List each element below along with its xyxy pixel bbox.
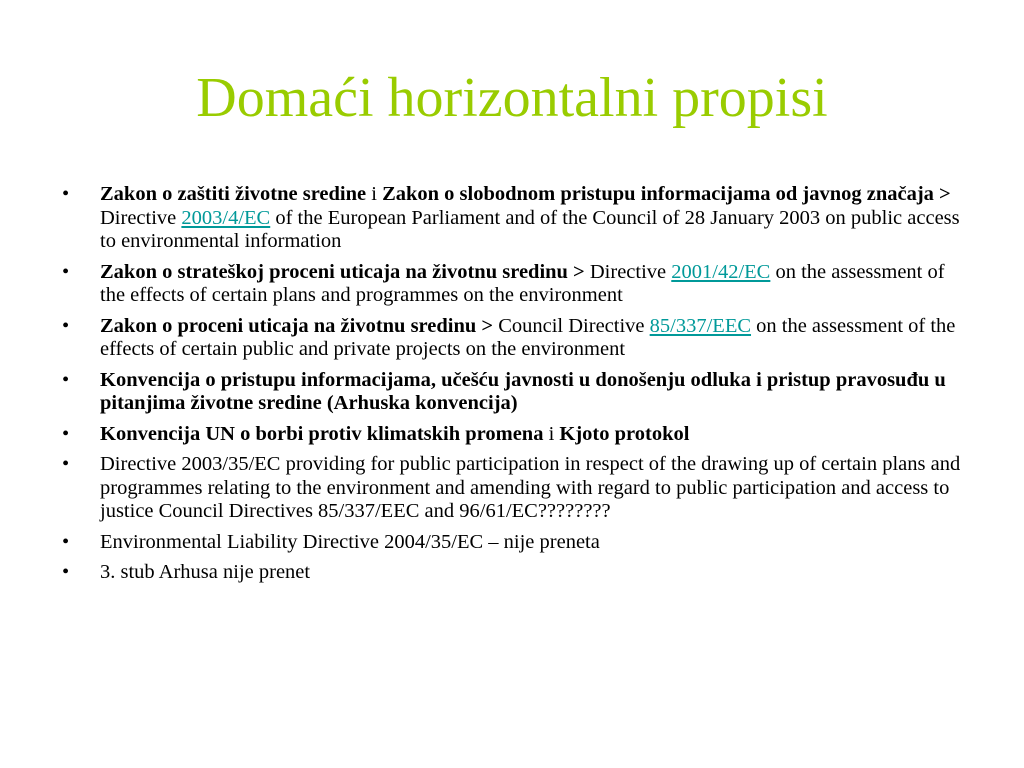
directive-link[interactable]: 2003/4/EC [181, 206, 271, 229]
bullet-item-2 [62, 261, 962, 308]
bullet-item-8 [62, 561, 962, 585]
law-title: Zakon o zaštiti životne sredine [100, 183, 367, 205]
bullet-icon: • [62, 260, 70, 283]
bullet-item-4 [62, 369, 962, 416]
bullet-item-6 [62, 453, 962, 524]
bullet-item-7 [62, 531, 962, 555]
bullet-icon: • [62, 422, 70, 445]
law-title: Zakon o slobodnom pristupu informacijama od javnog značaja > [382, 183, 951, 205]
directive-link[interactable]: 2001/42/EC [671, 260, 771, 283]
bullet-item-5 [62, 423, 962, 447]
convention-title: Konvencija o pristupu informacijama, učešću javnosti u donošenju odluka i pristup pravosuđu u pitanjima životne sredine (Arhuska konvencija) [100, 368, 946, 414]
law-title: Zakon o proceni uticaja na životnu sredinu > [100, 314, 494, 337]
slide-title: Domaći horizontalni propisi [196, 67, 828, 129]
bullet-list [62, 183, 962, 592]
bullet-text: Directive 2003/35/EC providing for public participation in respect of the drawing up of certain plans and programmes relating to the environment and amending with regard to public participation and access to justice Council Directives 85/337/EEC and 96/61/EC???????? [100, 453, 961, 522]
bullet-text: 3. stub Arhusa nije prenet [100, 561, 311, 583]
bullet-icon: • [62, 453, 70, 475]
directive-description: of the European Parliament and of the Council of 28 January 2003 on public access to environmental information [100, 206, 960, 252]
bullet-icon: • [62, 314, 70, 337]
directive-description: on the assessment of the effects of certain plans and programmes on the environment [100, 260, 945, 306]
directive-link[interactable]: 85/337/EEC [649, 314, 752, 337]
directive-prefix: Directive [100, 206, 182, 229]
convention-title: Konvencija UN o borbi protiv klimatskih promena [100, 422, 544, 445]
bullet-item-3 [62, 315, 962, 362]
conjunction: i [366, 183, 383, 205]
directive-prefix: Council Directive [493, 314, 650, 337]
bullet-icon: • [62, 368, 70, 391]
conjunction: i [543, 422, 560, 445]
protocol-title: Kjoto protokol [559, 422, 690, 445]
bullet-item-1 [62, 183, 962, 254]
law-title: Zakon o strateškoj proceni uticaja na životnu sredinu > [100, 260, 585, 283]
bullet-text: Environmental Liability Directive 2004/35/EC – nije preneta [100, 530, 600, 553]
directive-prefix: Directive [584, 260, 672, 283]
bullet-icon: • [62, 530, 70, 553]
directive-description: on the assessment of the effects of certain public and private projects on the environment [100, 314, 956, 360]
bullet-icon: • [62, 561, 70, 583]
bullet-icon: • [62, 183, 70, 205]
